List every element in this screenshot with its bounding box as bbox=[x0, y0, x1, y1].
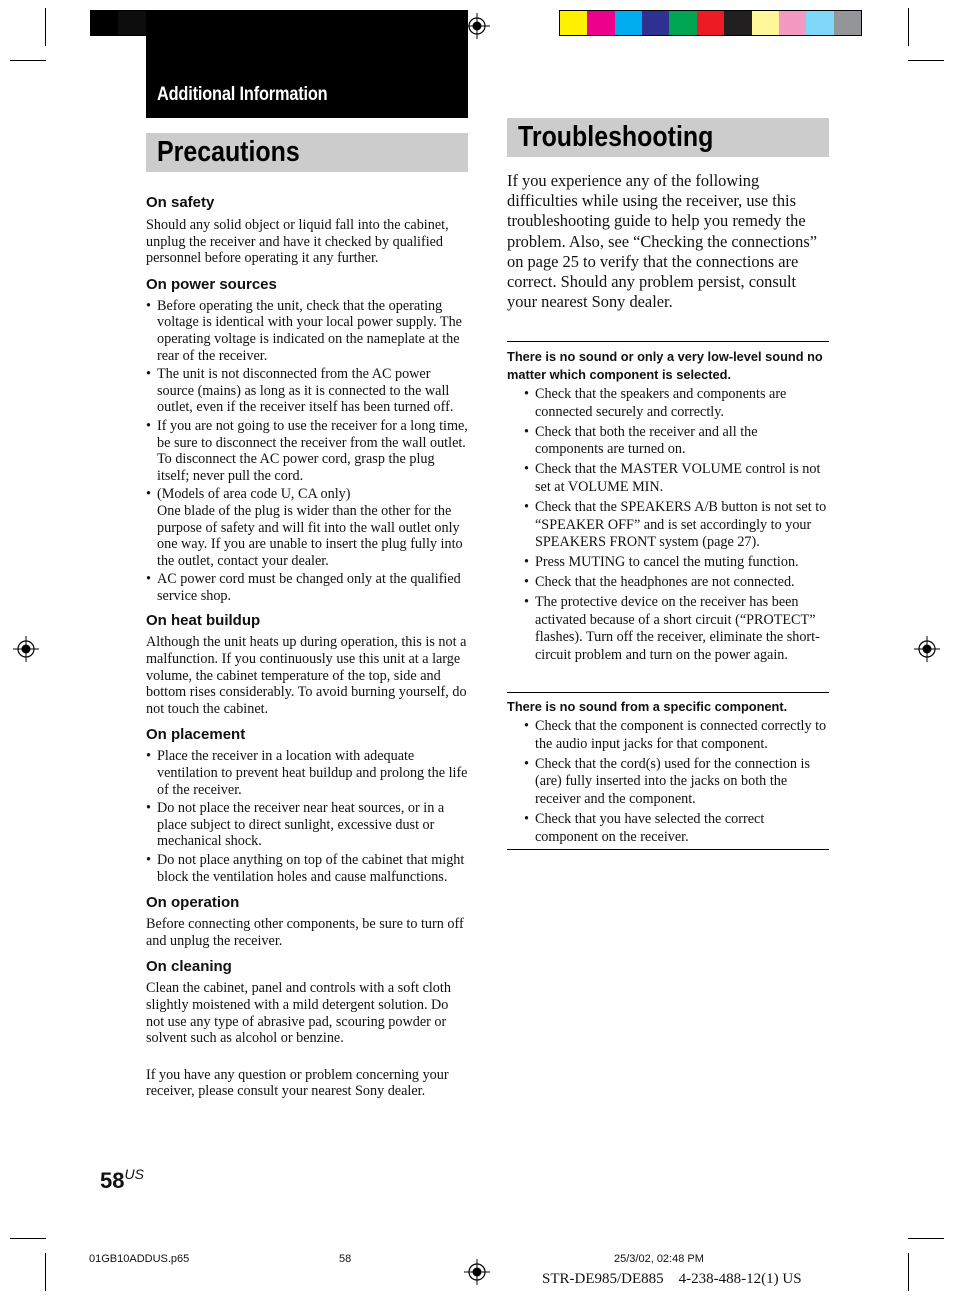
crop-mark bbox=[908, 1253, 909, 1291]
crop-mark bbox=[908, 1238, 944, 1239]
color-swatch bbox=[118, 11, 145, 35]
troubleshooting-block-1 bbox=[507, 341, 829, 669]
closing-text: If you have any question or problem concerning your receiver, please consult your nearest Sony dealer. bbox=[146, 1066, 449, 1100]
placement-heading: On placement bbox=[146, 726, 246, 744]
color-swatch bbox=[779, 11, 806, 35]
color-swatch bbox=[806, 11, 833, 35]
color-swatch bbox=[752, 11, 779, 35]
color-swatch bbox=[587, 11, 614, 35]
precautions-title-box bbox=[146, 133, 468, 172]
page-number-suffix: US bbox=[124, 1166, 144, 1182]
footer-date: 25/3/02, 02:48 PM bbox=[614, 1253, 704, 1265]
block-2-list bbox=[507, 718, 829, 847]
color-swatch bbox=[724, 11, 751, 35]
color-swatch bbox=[615, 11, 642, 35]
color-swatch bbox=[560, 11, 587, 35]
precautions-column bbox=[146, 194, 468, 1100]
operation-heading: On operation bbox=[146, 894, 240, 912]
list-item: • Check that you have selected the correct component on the receiver. bbox=[535, 811, 829, 847]
list-item: • Check that the component is connected correctly to the audio input jacks for that component. bbox=[535, 718, 829, 754]
color-swatch bbox=[669, 11, 696, 35]
color-swatch bbox=[91, 11, 118, 35]
crop-mark bbox=[10, 60, 46, 61]
list-item: • If you are not going to use the receiver for a long time, be sure to disconnect the receiver from the wall outlet. To disconnect the AC power cord, grasp the plug itself; never pull the cord. bbox=[146, 418, 468, 484]
list-item: • Check that the cord(s) used for the connection is (are) fully inserted into the jacks on both the receiver and the component. bbox=[535, 756, 829, 809]
operation-text: Before connecting other components, be sure to turn off and unplug the receiver. bbox=[146, 916, 464, 949]
page-number bbox=[100, 1168, 144, 1194]
placement-list bbox=[146, 748, 468, 885]
safety-heading: On safety bbox=[146, 194, 215, 211]
list-item: • Do not place anything on top of the cabinet that might block the ventilation holes and cause malfunctions. bbox=[146, 852, 468, 885]
list-item: • Before operating the unit, check that the operating voltage is identical with your local power supply. The operating voltage is indicated on the nameplate at the rear of the receiver. bbox=[146, 298, 468, 364]
list-item: • Check that the SPEAKERS A/B button is not set to “SPEAKER OFF” and is set accordingly to your SPEAKERS FRONT system (page 27). bbox=[535, 499, 829, 552]
models-note: One blade of the plug is wider than the other for the purpose of safety and will fit into the wall outlet only one way. If you are unable to insert the plug fully into the outlet, contact your dealer. bbox=[157, 502, 463, 569]
crop-mark bbox=[45, 8, 46, 46]
list-item: • AC power cord must be changed only at the qualified service shop. bbox=[146, 571, 468, 604]
registration-mark-icon bbox=[914, 636, 940, 662]
cleaning-heading: On cleaning bbox=[146, 958, 232, 976]
list-item: • Press MUTING to cancel the muting function. bbox=[535, 554, 829, 572]
list-item: • Check that the speakers and components are connected securely and correctly. bbox=[535, 386, 829, 422]
block-1-list bbox=[507, 386, 829, 665]
registration-mark-icon bbox=[13, 636, 39, 662]
list-item: • The protective device on the receiver has been activated because of a short circuit (“PROTECT” flashes). Turn off the receiver, eliminate the short-circuit problem and turn on the power again. bbox=[535, 594, 829, 665]
troubleshooting-block-2 bbox=[507, 692, 829, 850]
list-item: • Place the receiver in a location with adequate ventilation to prevent heat buildup and prolong the life of the receiver. bbox=[146, 748, 468, 798]
power-list bbox=[146, 298, 468, 605]
block-1-heading: There is no sound or only a very low-level sound no matter which component is selected. bbox=[507, 349, 823, 382]
cleaning-text: Clean the cabinet, panel and controls with a soft cloth slightly moistened with a mild detergent solution. Do not use any type of abrasive pad, scouring powder or solvent such as alcohol or benzine. bbox=[146, 980, 451, 1047]
list-item: • Check that the headphones are not connected. bbox=[535, 574, 829, 592]
section-label: Additional Information bbox=[157, 84, 328, 105]
registration-mark-icon bbox=[464, 1259, 490, 1285]
precautions-title: Precautions bbox=[157, 136, 300, 168]
power-heading: On power sources bbox=[146, 275, 277, 293]
footer-model: STR-DE985/DE885 4-238-488-12(1) US bbox=[542, 1271, 802, 1287]
crop-mark bbox=[908, 60, 944, 61]
footer-file: 01GB10ADDUS.p65 bbox=[89, 1253, 190, 1265]
models-label: (Models of area code U, CA only) bbox=[157, 486, 351, 503]
color-calibration-bar bbox=[559, 10, 862, 36]
heat-text: Although the unit heats up during operation, this is not a malfunction. If you continuously use this unit at a large volume, the cabinet temperature of the top, side and bottom rises considerably. To avoid burning yourself, do not touch the cabinet. bbox=[146, 634, 467, 717]
list-item bbox=[146, 486, 468, 569]
list-item: • The unit is not disconnected from the AC power source (mains) as long as it is connected to the wall outlet, even if the receiver itself has been turned off. bbox=[146, 366, 468, 416]
crop-mark bbox=[45, 1253, 46, 1291]
heat-heading: On heat buildup bbox=[146, 612, 261, 630]
block-2-heading: There is no sound from a specific component. bbox=[507, 699, 788, 714]
footer-page: 58 bbox=[339, 1253, 352, 1265]
color-swatch bbox=[642, 11, 669, 35]
color-swatch bbox=[697, 11, 724, 35]
list-item: • Check that both the receiver and all the components are turned on. bbox=[535, 424, 829, 460]
troubleshooting-title: Troubleshooting bbox=[518, 121, 714, 153]
list-item: • Check that the MASTER VOLUME control is not set at VOLUME MIN. bbox=[535, 461, 829, 497]
color-swatch bbox=[834, 11, 861, 35]
crop-mark bbox=[908, 8, 909, 46]
page-number-value: 58 bbox=[100, 1168, 125, 1193]
crop-mark bbox=[10, 1238, 46, 1239]
troubleshooting-intro: If you experience any of the following difficulties while using the receiver, use this troubleshooting guide to help you remedy the problem. Also, see “Checking the connections” on page 25 to verify that the connections are correct. Should any problem persist, consult your nearest Sony dealer. bbox=[507, 171, 817, 312]
troubleshooting-title-box bbox=[507, 118, 829, 157]
safety-text: Should any solid object or liquid fall into the cabinet, unplug the receiver and have it checked by qualified personnel before operating it any further. bbox=[146, 217, 449, 267]
list-item: • Do not place the receiver near heat sources, or in a place subject to direct sunlight, excessive dust or mechanical shock. bbox=[146, 800, 468, 850]
